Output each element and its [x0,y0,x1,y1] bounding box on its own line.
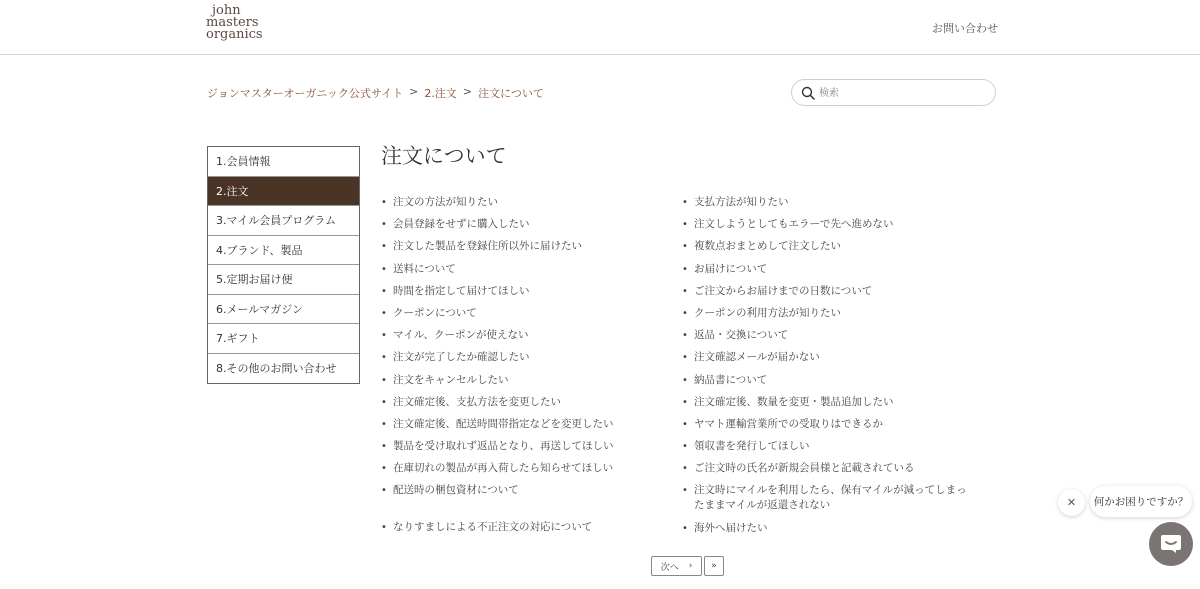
breadcrumb-category[interactable]: 2.注文 [424,87,457,100]
close-icon: ✕ [1066,496,1077,509]
article-link[interactable]: • 時間を指定して届けてほしい [381,284,671,299]
article-list-right [682,195,977,543]
chat-close-button[interactable] [1058,489,1085,516]
sidebar-item-newsletter[interactable]: 6.メールマガジン [208,295,359,325]
sidebar-item-mile-program[interactable]: 3.マイル会員プログラム [208,206,359,236]
article-link[interactable]: • クーポンについて [381,306,671,321]
search-box [791,79,996,106]
article-link[interactable]: • 注文をキャンセルしたい [381,373,671,388]
logo-line-3: organics [206,27,263,42]
logo-line-1: john [212,3,241,18]
next-page-button[interactable] [651,556,702,576]
sidebar-item-order[interactable]: 2.注文 [208,177,359,207]
article-link[interactable]: • 注文が完了したか確認したい [381,350,671,365]
article-link[interactable]: • マイル、クーポンが使えない [381,328,671,343]
brand-logo[interactable] [206,5,266,45]
breadcrumb-separator: > [409,85,419,98]
article-link[interactable]: • 注文しようとしてもエラーで先へ進めない [682,217,977,232]
article-link[interactable]: • ご注文からお届けまでの日数について [682,284,977,299]
category-sidebar [207,146,360,384]
article-list-left [381,195,671,543]
article-link[interactable]: • 注文確定後、支払方法を変更したい [381,395,671,410]
site-header [0,0,1200,55]
article-link[interactable]: • 返品・交換について [682,328,977,343]
article-link[interactable]: • 注文した製品を登録住所以外に届けたい [381,239,671,254]
sidebar-item-other-inquiries[interactable]: 8.その他のお問い合わせ [216,362,337,376]
article-link[interactable]: • 注文確定後、配送時間帯指定などを変更したい [381,417,671,432]
search-icon [801,86,815,100]
article-link[interactable]: • お届けについて [682,262,977,277]
chat-prompt-text: 何かお困りですか？ [1093,496,1189,508]
article-link[interactable]: • 領収書を発行してほしい [682,439,977,454]
article-link[interactable]: • クーポンの利用方法が知りたい [682,306,977,321]
article-link[interactable]: • 支払方法が知りたい [682,195,977,210]
sidebar-item-brand-products[interactable]: 4.ブランド、製品 [208,236,359,266]
chevron-right-icon: › [688,561,693,571]
article-link[interactable]: • 注文の方法が知りたい [381,195,671,210]
article-link[interactable]: • 複数点おまとめして注文したい [682,239,977,254]
search-input[interactable] [819,83,989,103]
sidebar-item-gift[interactable]: 7.ギフト [208,324,359,354]
sidebar-item-subscription[interactable]: 5.定期お届け便 [208,265,359,295]
article-link[interactable]: • 注文確定後、数量を変更・製品追加したい [682,395,977,410]
contact-link[interactable]: お問い合わせ [932,22,998,35]
last-page-button[interactable] [704,556,724,576]
sidebar-item-member-info[interactable]: 1.会員情報 [208,147,359,177]
article-link[interactable]: • なりすましによる不正注文の対応について [381,520,671,535]
article-link[interactable]: • 会員登録をせずに購入したい [381,217,671,232]
chat-icon [1160,534,1182,554]
article-link[interactable]: • 送料について [381,262,671,277]
article-link[interactable]: • 在庫切れの製品が再入荷したら知らせてほしい [381,461,671,476]
breadcrumb-current[interactable]: 注文について [478,87,544,100]
logo-line-2: masters [206,15,259,30]
chat-prompt-bubble[interactable] [1090,486,1192,517]
article-link[interactable]: • ご注文時の氏名が新規会員様と記載されている [682,461,977,476]
page-title: 注文について [381,144,507,168]
double-chevron-right-icon: » [711,561,717,571]
breadcrumb [207,85,544,101]
article-link[interactable]: • ヤマト運輸営業所での受取りはできるか [682,417,977,432]
article-link[interactable]: • 製品を受け取れず返品となり、再送してほしい [381,439,671,454]
article-link[interactable]: • 配送時の梱包資材について [381,483,671,498]
next-page-label: 次へ [660,562,679,573]
article-link[interactable]: • 納品書について [682,373,977,388]
breadcrumb-home[interactable]: ジョンマスターオーガニック公式サイト [207,87,404,100]
article-link[interactable]: • 海外へ届けたい [682,521,977,536]
breadcrumb-separator: > [462,85,473,98]
article-link[interactable]: • 注文確認メールが届かない [682,350,977,365]
article-link[interactable]: • 注文時にマイルを利用したら、保有マイルが減ってしまったままマイルが返還されない [682,483,977,513]
chat-launcher-button[interactable] [1149,522,1193,566]
